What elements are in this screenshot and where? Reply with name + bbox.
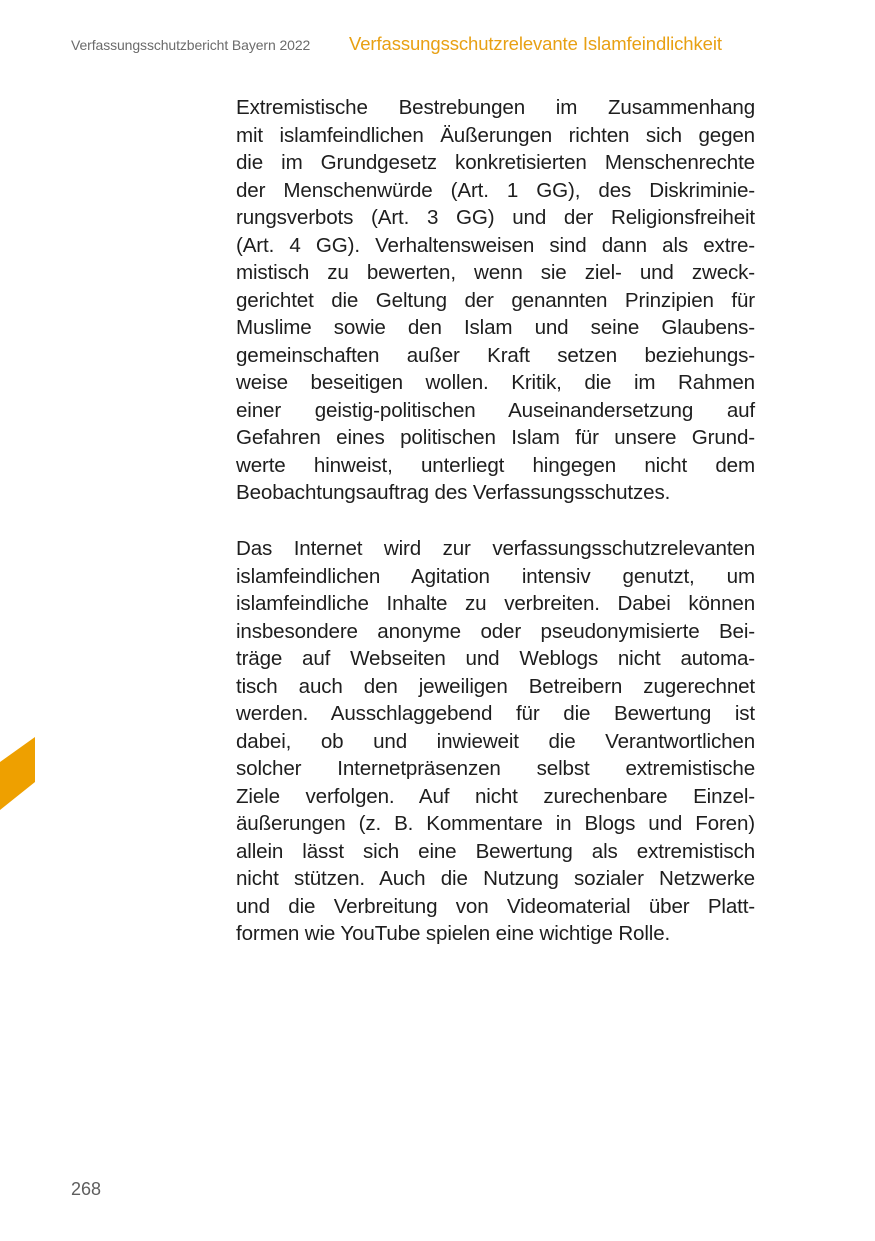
- text-line: (Art. 4 GG). Verhaltensweisen sind dann als extre-: [236, 233, 755, 257]
- text-line: formen wie YouTube spielen eine wichtige Rolle.: [236, 922, 671, 945]
- text-line: weise beseitigen wollen. Kritik, die im Rahmen: [236, 371, 755, 394]
- chapter-title: Verfassungsschutzrelevante Islamfeindlichkeit: [349, 33, 722, 54]
- text-line: Muslime sowie den Islam und seine Glaubens-: [236, 316, 755, 339]
- text-line: Gefahren eines politischen Islam für unsere Grund-: [236, 426, 755, 449]
- text-line: Beobachtungsauftrag des Verfassungsschutzes.: [236, 481, 671, 504]
- text-line: allein lässt sich eine Bewertung als extremistisch: [236, 839, 755, 863]
- text-line: mit islamfeindlichen Äußerungen richten sich gegen: [236, 123, 755, 147]
- body-text: [236, 0, 755, 1241]
- text-line: mistisch zu bewerten, wenn sie ziel- und zweck-: [236, 261, 755, 284]
- text-line: Das Internet wird zur verfassungsschutzrelevanten: [236, 537, 755, 560]
- text-line: die im Grundgesetz konkretisierten Menschenrechte: [236, 151, 755, 174]
- text-line: der Menschenwürde (Art. 1 GG), des Diskriminie-: [236, 178, 755, 202]
- text-line: und die Verbreitung von Videomaterial über Platt-: [236, 894, 755, 918]
- publication-title: Verfassungsschutzbericht Bayern 2022: [71, 37, 311, 53]
- text-line: gerichtet die Geltung der genannten Prinzipien für: [236, 288, 755, 312]
- text-line: äußerungen (z. B. Kommentare in Blogs und Foren): [236, 812, 755, 835]
- text-line: rungsverbots (Art. 3 GG) und der Religionsfreiheit: [236, 206, 755, 229]
- chapter-tab-marker-icon: [0, 737, 36, 811]
- text-line: dabei, ob und inwieweit die Verantwortlichen: [236, 729, 755, 753]
- paragraph-2: [236, 535, 755, 948]
- text-line: Extremistische Bestrebungen im Zusammenhang: [236, 96, 755, 119]
- text-line: islamfeindlichen Agitation intensiv genutzt, um: [236, 564, 755, 588]
- text-line: tisch auch den jeweiligen Betreibern zugerechnet: [236, 674, 755, 698]
- paragraph-1: [236, 94, 755, 507]
- text-line: gemeinschaften außer Kraft setzen beziehungs-: [236, 343, 755, 367]
- page-number: 268: [71, 1179, 102, 1199]
- text-line: Ziele verfolgen. Auf nicht zurechenbare Einzel-: [236, 784, 755, 808]
- text-line: werte hinweist, unterliegt hingegen nicht dem: [236, 453, 755, 477]
- text-line: träge auf Webseiten und Weblogs nicht automa-: [236, 647, 755, 670]
- text-line: nicht stützen. Auch die Nutzung sozialer Netzwerke: [236, 867, 755, 890]
- text-line: islamfeindliche Inhalte zu verbreiten. Dabei können: [236, 592, 755, 615]
- text-line: insbesondere anonyme oder pseudonymisierte Bei-: [236, 619, 755, 643]
- text-line: werden. Ausschlaggebend für die Bewertung ist: [236, 702, 755, 725]
- text-line: einer geistig-politischen Auseinandersetzung auf: [236, 398, 755, 422]
- text-line: solcher Internetpräsenzen selbst extremistische: [236, 757, 755, 780]
